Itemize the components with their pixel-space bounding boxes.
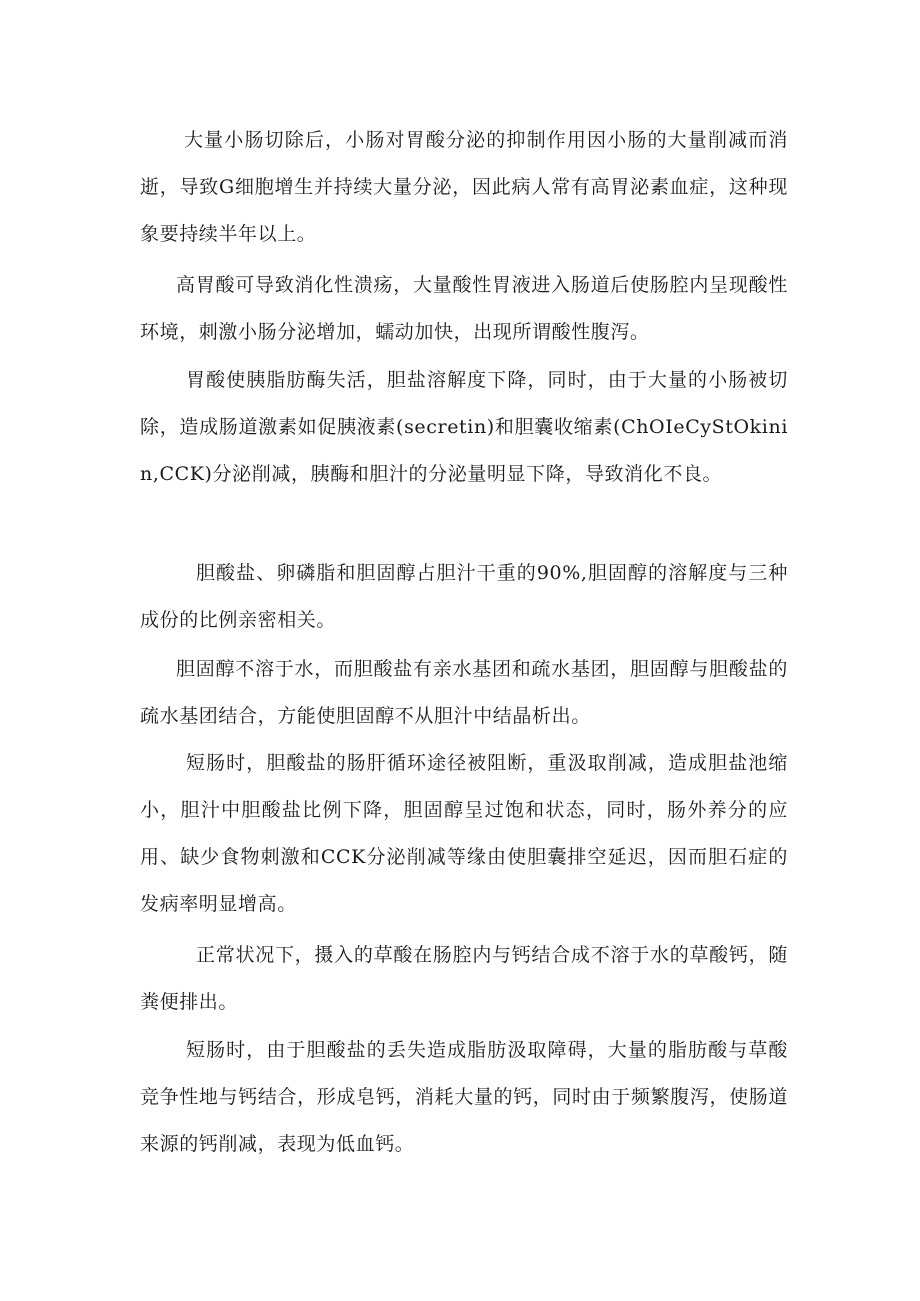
paragraph-hypocalcemia: 短肠时，由于胆酸盐的丢失造成脂肪汲取障碍，大量的脂肪酸与草酸竞争性地与钙结合，形成皂钙，消耗大量的钙，同时由于频繁腹泻，使肠道来源的钙削减，表现为低血钙。 xyxy=(140,1039,788,1155)
paragraph-gallstones: 短肠时，胆酸盐的肠肝循环途径被阻断，重汲取削减，造成胆盐池缩小，胆汁中胆酸盐比例下降，胆固醇呈过饱和状态，同时，肠外养分的应用、缺少食物刺激和CCK分泌削减等缘由使胆囊排空延迟，因而胆石症的发病率明显增高。 xyxy=(140,752,788,915)
paragraph-acid-diarrhea: 高胃酸可导致消化性溃疡，大量酸性胃液进入肠道后使肠腔内呈现酸性环境，刺激小肠分泌增加，蠕动加快，出现所谓酸性腹泻。 xyxy=(140,274,788,343)
paragraph-oxalate-normal: 正常状况下，摄入的草酸在肠腔内与钙结合成不溶于水的草酸钙，随粪便排出。 xyxy=(140,944,788,1013)
paragraph-gastric-acid-hypersecretion: 大量小肠切除后，小肠对胃酸分泌的抑制作用因小肠的大量削减而消逝，导致G细胞增生并持续大量分泌，因此病人常有高胃泌素血症，这种现象要持续半年以上。 xyxy=(140,129,788,245)
paragraph-cholesterol-solubility: 胆固醇不溶于水，而胆酸盐有亲水基团和疏水基团，胆固醇与胆酸盐的疏水基团结合，方能使胆固醇不从胆汁中结晶析出。 xyxy=(140,658,788,727)
paragraph-indigestion: 胃酸使胰脂肪酶失活，胆盐溶解度下降，同时，由于大量的小肠被切除，造成肠道激素如促胰液素(secretin)和胆囊收缩素(ChOIeCyStOkinin,CCK)分泌削减，胰酶和胆汁的分泌量明显下降，导致消化不良。 xyxy=(140,369,788,485)
paragraph-bile-composition: 胆酸盐、卵磷脂和胆固醇占胆汁干重的90%,胆固醇的溶解度与三种成份的比例亲密相关。 xyxy=(140,562,788,631)
